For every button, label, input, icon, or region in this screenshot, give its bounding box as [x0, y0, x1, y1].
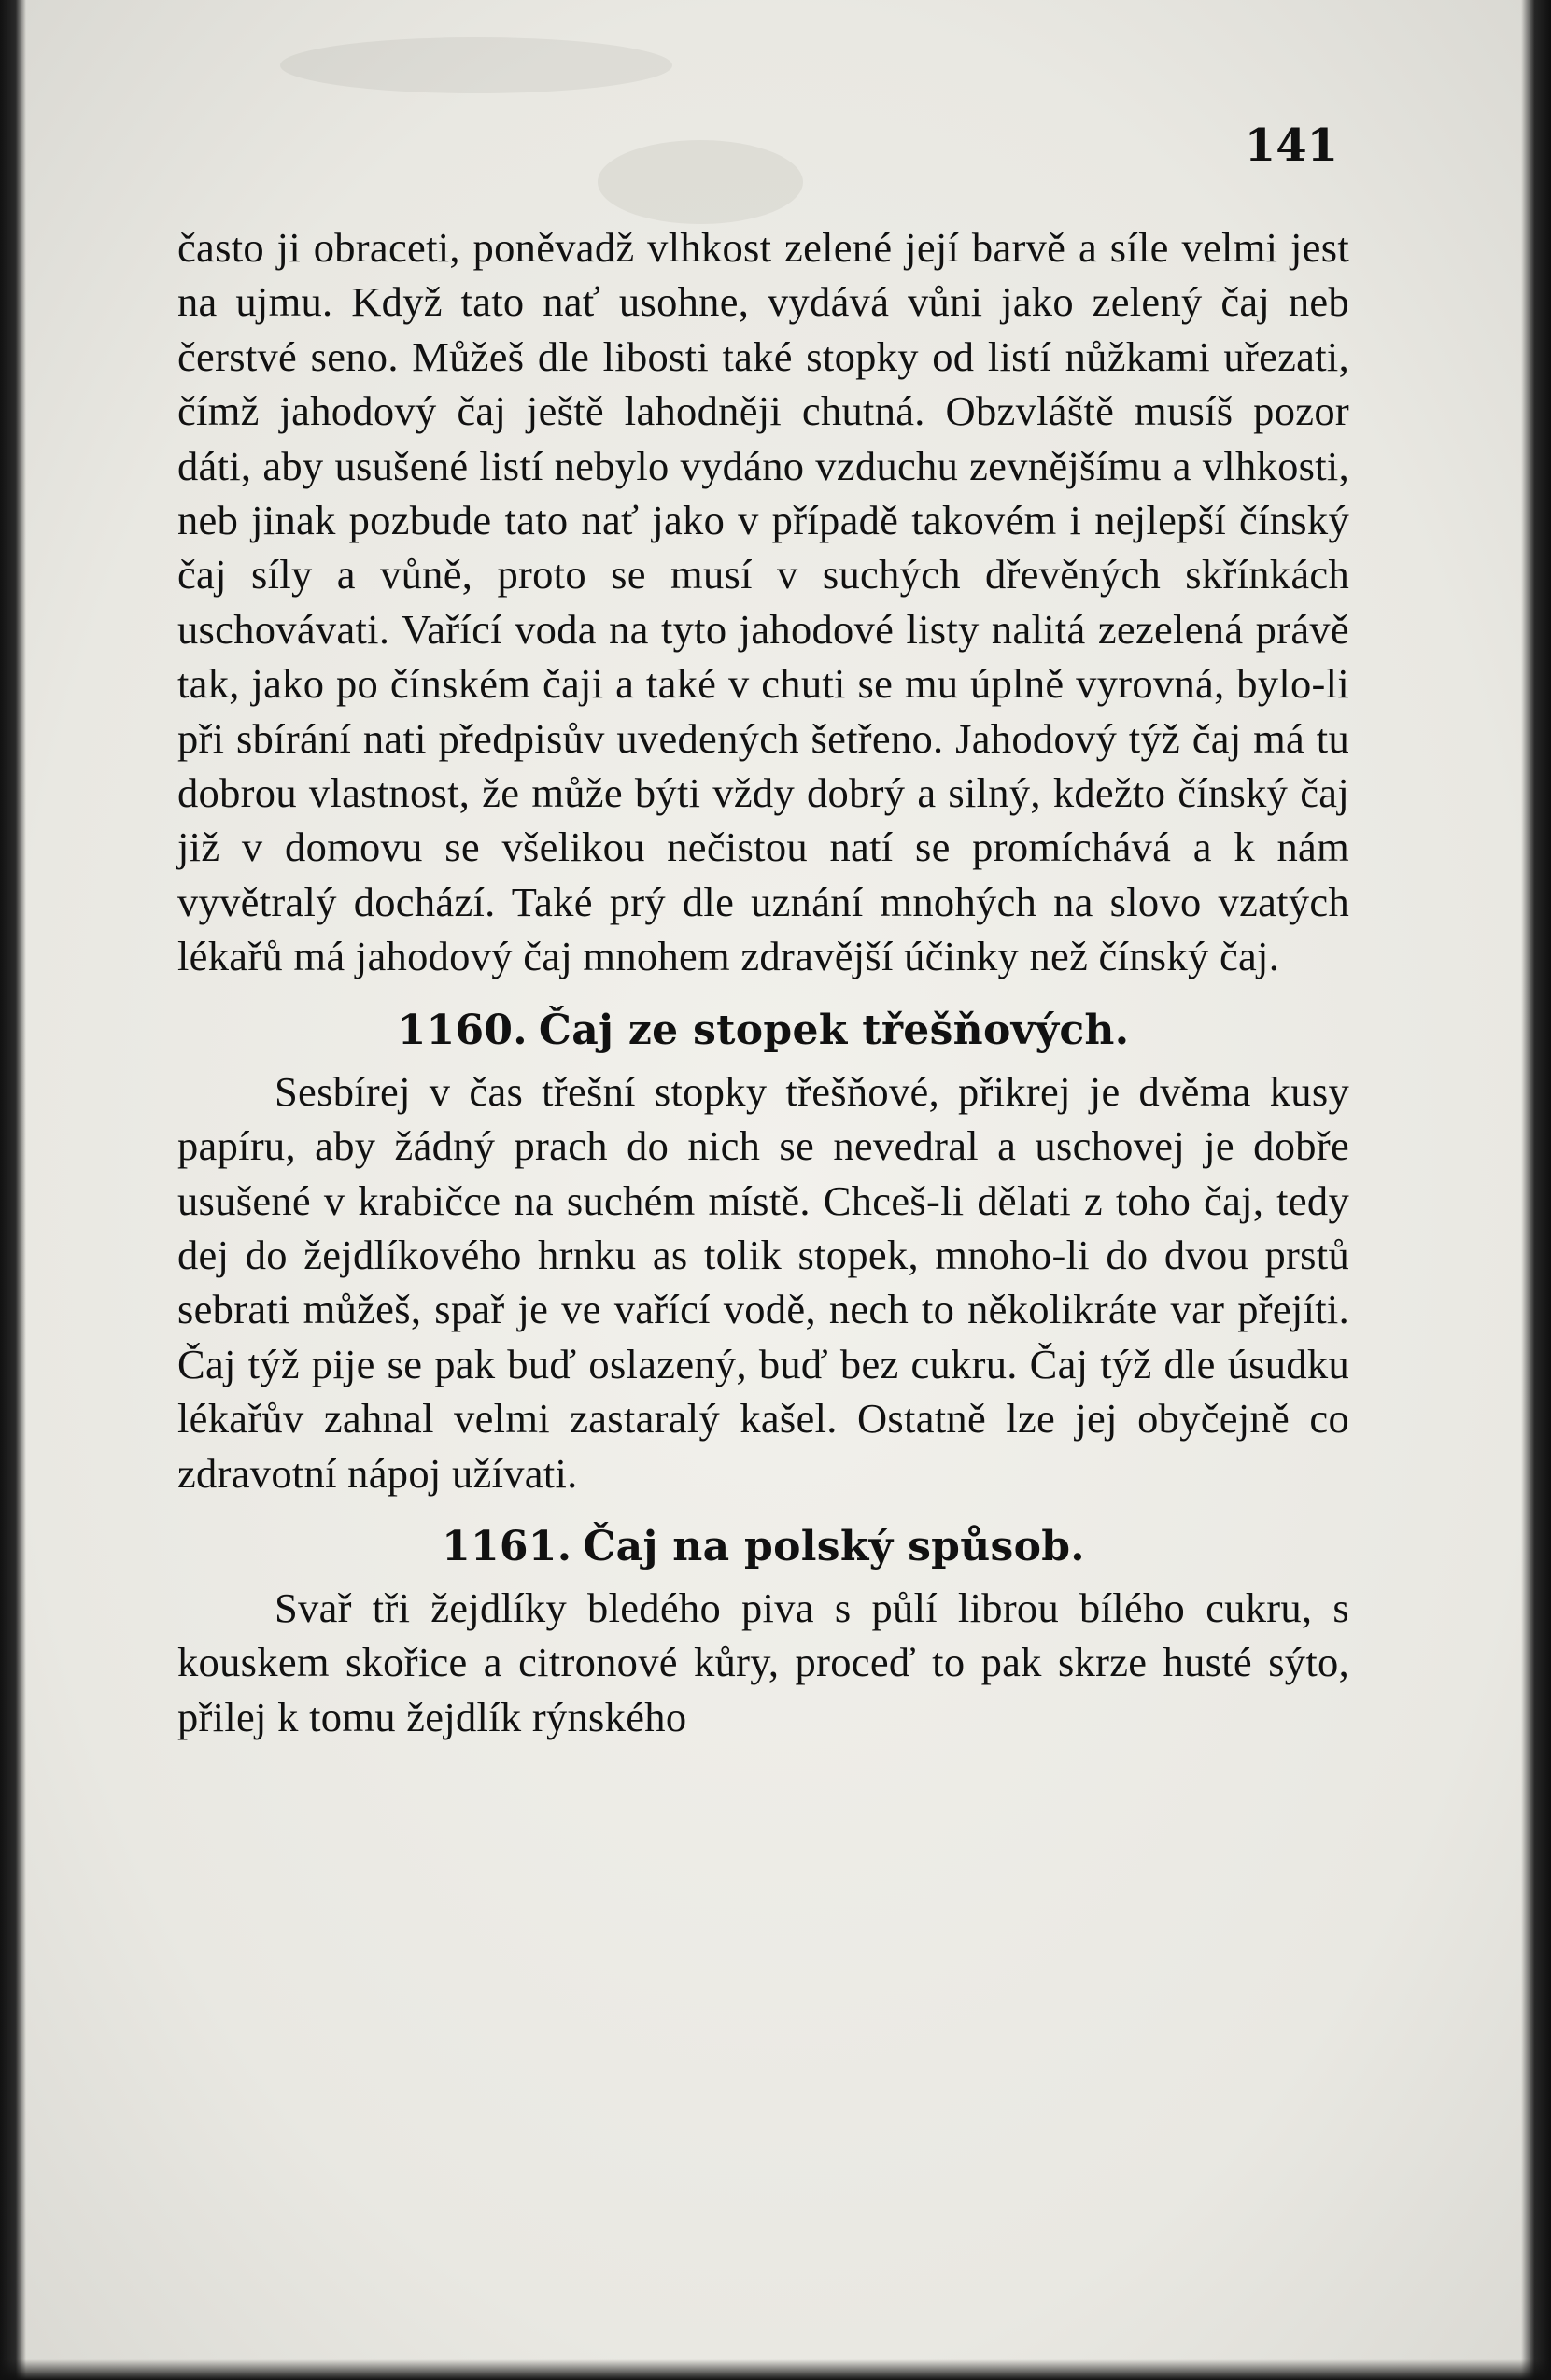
paragraph: Svař tři žejdlíky bledého piva s půlí librou bílého cukru, s kouskem skořice a citronové kůry, proceď to pak skrze husté sýto, přilej k tomu žejdlík rýnského	[177, 1584, 1349, 1740]
recipe-number: 1161.	[442, 1522, 572, 1570]
page-edge-left	[0, 0, 26, 2380]
recipe-heading	[177, 1003, 1349, 1059]
page-number: 141	[1244, 120, 1338, 172]
page-body	[177, 220, 1349, 1744]
paper-stain	[280, 37, 672, 93]
recipe-number: 1160.	[397, 1006, 528, 1054]
paragraph: Sesbírej v čas třešní stopky třešňové, přikrej je dvěma kusy papíru, aby žádný prach do nich se nevedral a uschovej je dobře usušené v krabičce na suchém místě. Chceš-li dělati z toho čaj, tedy dej do žejdlíkového hrnku as tolik stopek, mnoho-li do dvou prstů sebrati můžeš, spař je ve vařící vodě, nech to několikráte var přejíti. Čaj týž pije se pak buď oslazený, buď bez cukru. Čaj týž dle úsudku lékařův zahnal velmi zastaralý kašel. Ostatně lze jej obyčejně co zdravotní nápoj užívati.	[177, 1067, 1349, 1497]
recipe-title: Čaj na polský spůsob.	[583, 1522, 1085, 1570]
recipe-heading	[177, 1519, 1349, 1575]
paragraph: často ji obraceti, poněvadž vlhkost zelené její barvě a síle velmi jest na ujmu. Když tato nať usohne, vydává vůni jako zelený čaj neb čerstvé seno. Můžeš dle libosti také stopky od listí nůžkami uřezati, čímž jahodový čaj ještě lahodněji chutná. Obzvláště musíš pozor dáti, aby usušené listí nebylo vydáno vzduchu zevnějšímu a vlhkosti, neb jinak pozbude tato nať jako v případě takovém i nejlepší čínský čaj síly a vůně, proto se musí v suchých dřevěných skřínkách uschovávati. Vařící voda na tyto jahodové listy nalitá zezelená právě tak, jako po čínském čaji a také v chuti se mu úplně vyrovná, bylo-li při sbírání nati předpisův uvedených šetřeno. Jahodový týž čaj má tu dobrou vlastnost, že může býti vždy dobrý a silný, kdežto čínský čaj již v domovu se všelikou nečistou natí se promíchává a k nám vyvětralý dochází. Také prý dle uznání mnohých na slovo vzatých lékařů má jahodový čaj mnohem zdravější účinky než čínský čaj.	[177, 224, 1349, 980]
recipe-title: Čaj ze stopek třešňových.	[538, 1006, 1130, 1054]
page-edge-bottom	[0, 2359, 1551, 2380]
paper-stain	[598, 140, 803, 224]
page-edge-right	[1521, 0, 1551, 2380]
